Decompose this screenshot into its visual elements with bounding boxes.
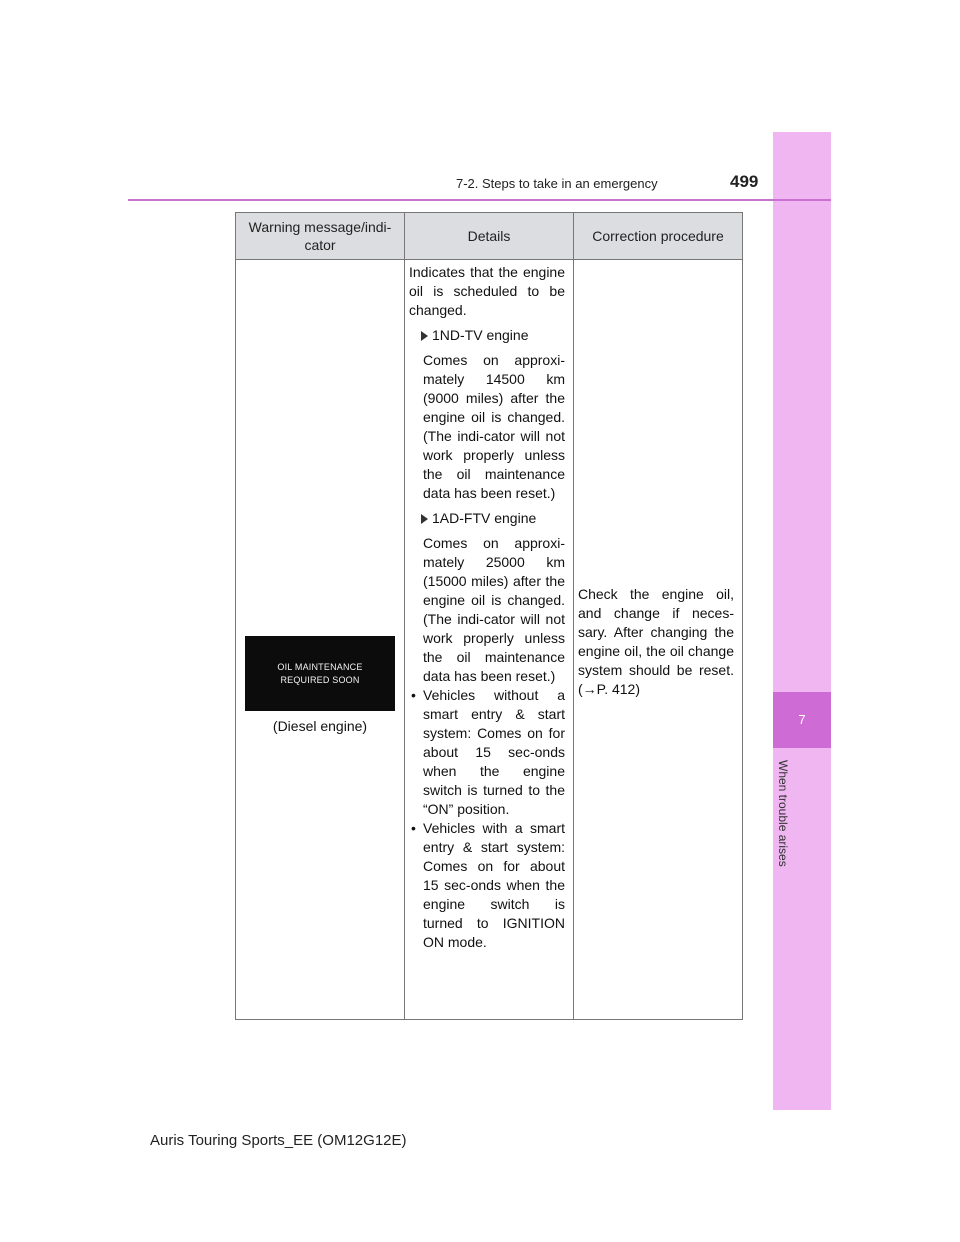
bullet-dot-icon: • xyxy=(411,820,416,836)
engine-details: Comes on approxi-mately 14500 km (9000 miles) after the engine oil is changed. (The indi-cator will not work properly unless the oil maintenance data has been reset.) xyxy=(423,352,565,501)
engine-heading xyxy=(421,509,565,528)
footer-model: Auris Touring Sports_EE (OM12G12E) xyxy=(150,1132,407,1149)
header-warning-message: Warning message/indi-cator xyxy=(248,219,392,253)
bullet-text: Vehicles with a smart entry & start system: Comes on for about 15 sec-onds when the engine switch is turned to IGNITION ON mode. xyxy=(423,820,565,950)
details-cell xyxy=(409,263,565,952)
chapter-title: When trouble arises xyxy=(776,760,790,867)
correction-text: Check the engine oil, and change if neces-sary. After changing the engine oil, the oil change system should be reset. (→P. 412) xyxy=(578,586,734,697)
engine-details: Comes on approxi-mately 25000 km (15000 miles) after the engine oil is changed. (The indi-cator will not work properly unless the oil maintenance data has been reset.) xyxy=(423,535,565,684)
section-title: 7-2. Steps to take in an emergency xyxy=(456,176,658,191)
column-divider xyxy=(573,213,574,1019)
header-correction-procedure: Correction procedure xyxy=(592,228,724,244)
chapter-title-vertical xyxy=(775,760,795,890)
display-caption: (Diesel engine) xyxy=(272,718,368,734)
page-number: 499 xyxy=(730,172,759,191)
list-item xyxy=(409,686,565,819)
bullet-dot-icon: • xyxy=(411,687,416,703)
triangle-bullet-icon xyxy=(421,331,428,341)
warning-indicator-cell xyxy=(236,260,404,1018)
oil-maintenance-display-image xyxy=(245,636,395,711)
engine-heading xyxy=(421,326,565,345)
chapter-number-tab[interactable]: 7 xyxy=(773,692,831,748)
header-divider xyxy=(128,199,831,201)
display-line-1: OIL MAINTENANCE xyxy=(277,661,363,672)
column-divider xyxy=(404,213,405,1019)
engine-name: 1ND-TV engine xyxy=(432,327,529,343)
chapter-side-tab xyxy=(773,132,831,1110)
list-item xyxy=(409,819,565,952)
correction-cell xyxy=(578,585,734,699)
engine-name: 1AD-FTV engine xyxy=(432,510,537,526)
table-header xyxy=(236,213,742,260)
triangle-bullet-icon xyxy=(421,514,428,524)
header-details: Details xyxy=(467,228,511,244)
display-line-2: REQUIRED SOON xyxy=(280,674,360,685)
warning-message-table xyxy=(235,212,743,1020)
bullet-text: Vehicles without a smart entry & start system: Comes on for about 15 sec-onds when the engine switch is turned to the “ON” position. xyxy=(423,687,565,817)
details-intro: Indicates that the engine oil is scheduled to be changed. xyxy=(409,264,565,318)
